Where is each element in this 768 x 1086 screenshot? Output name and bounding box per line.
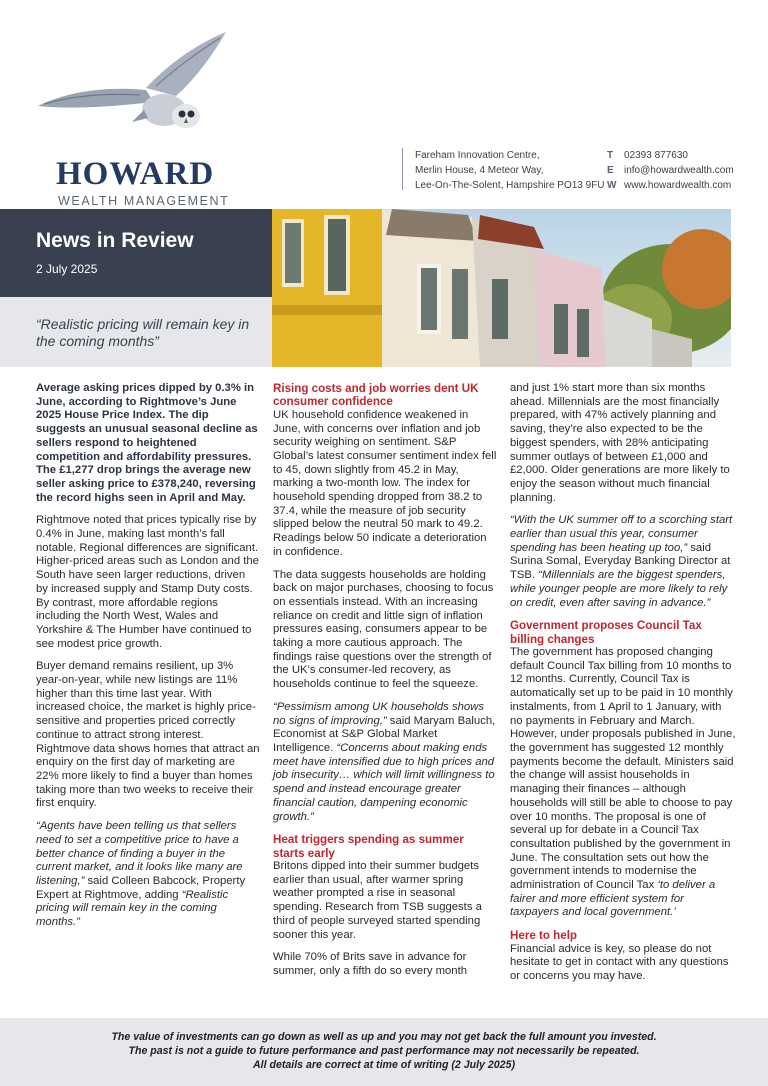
quote-text: “Pessimism among UK households shows no signs of improving,”	[273, 700, 484, 727]
article-quote	[36, 820, 260, 930]
quote-text: “Agents have been telling us that sellers need to set a competitive price to have a better chance of finding a buyer in the current market, and it looks like many are listening,”	[36, 820, 243, 887]
contact-phone	[607, 148, 734, 163]
brand-logo	[36, 26, 236, 208]
phone-label: T	[607, 150, 614, 161]
article-column-1	[36, 382, 260, 939]
article-intro: Average asking prices dipped by 0.3% in June, according to Rightmove’s June 2025 House Price Index. The dip suggests an unusual seasonal decline as sellers respond to heightened competition and affordability pressures. The £1,277 drop brings the average new seller asking price to £378,240, reversing the record highs seen in April and May.	[36, 382, 258, 504]
quote-text: “Realistic pricing will remain key in the coming months.”	[36, 888, 229, 929]
quote-attribution: said Colleen Babcock, Property Expert at Rightmove, adding	[36, 874, 246, 901]
banner-title-panel	[0, 209, 272, 297]
houses-photo	[272, 209, 731, 367]
section-heading: Rising costs and job worries dent UK consumer confidence	[273, 382, 479, 409]
phone-value[interactable]: 02393 877630	[624, 150, 688, 161]
paragraph-quote: ‘to deliver a fairer and more efficient system for taxpayers and local government.’	[510, 879, 716, 919]
disclaimer-line: All details are correct at time of writing (2 July 2025)	[253, 1059, 515, 1071]
owl-logo-icon	[36, 26, 231, 138]
contact-address	[402, 148, 605, 190]
quote-text: “Millennials are the biggest spenders, while younger people are more likely to rely on credit, even after saving in advance.”	[510, 569, 728, 609]
web-label: W	[607, 180, 617, 191]
email-value[interactable]: info@howardwealth.com	[624, 165, 734, 176]
disclaimer-line: The value of investments can go down as well as up and you may not get back the full amount you invested.	[111, 1031, 657, 1043]
section-heading: Government proposes Council Tax billing changes	[510, 619, 702, 646]
quote-text: “Concerns about making ends meet have intensified due to high prices and job insecurity… which will limit willingness to spend and instead encourage greater financial caution, dampening economic growth.”	[273, 741, 495, 823]
address-line: Merlin House, 4 Meteor Way,	[415, 165, 544, 176]
article-quote	[510, 514, 736, 610]
quote-text: “With the UK summer off to a scorching start earlier than usual this year, consumer spending has been heating up too,”	[510, 514, 733, 554]
article-paragraph: While 70% of Brits save in advance for summer, only a fifth do so every month	[273, 951, 468, 977]
banner-quote: “Realistic pricing will remain key in the coming months”	[36, 316, 250, 349]
article-paragraph: Buyer demand remains resilient, up 3% year-on-year, while new listings are 11% higher than this time last year. With increased choice, the market is highly price-sensitive and properties priced correctly continue to attract strong interest. Rightmove data shows homes that attract an enquiry on the first day of marketing are 22% more likely to find a buyer than homes taking more than two weeks to receive their first enquiry.	[36, 660, 260, 810]
article-paragraph: The data suggests households are holding back on major purchases, choosing to focus on essentials instead. With an increasing reliance on credit and little sign of inflation pressures easing, consumers appear to be taking a more cautious approach. The findings raise questions over the strength of the UK’s consumer-led recovery, as households continue to feel the squeeze.	[273, 568, 494, 691]
quote-attribution: said Maryam Baluch, Economist at S&P Global Market Intelligence.	[273, 714, 496, 754]
article-paragraph: Britons dipped into their summer budgets earlier than usual, after warmer spring weather prompted a rise in seasonal spending. Research from TSB suggests a third of people surveyed started spending sooner this year.	[273, 860, 482, 941]
article-paragraph	[510, 646, 736, 920]
section-heading: Here to help	[510, 929, 577, 943]
page-title: News in Review	[36, 229, 194, 252]
contact-email	[607, 163, 734, 178]
section-heading: Heat triggers spending as summer starts early	[273, 833, 464, 860]
issue-date: 2 July 2025	[36, 262, 98, 276]
article-quote	[273, 701, 497, 824]
article-column-3	[510, 382, 736, 993]
article-paragraph: and just 1% start more than six months ahead. Millennials are the most financially prepared, with 47% actively planning and saving, they’re also expected to be the biggest spenders, with 28% anticipating summer outlays of between £1,000 and £2,000. Older generations are more likely to enjoy the season without much financial planning.	[510, 382, 730, 504]
web-value[interactable]: www.howardwealth.com	[624, 180, 732, 191]
contact-details	[607, 148, 734, 193]
article-column-2	[273, 382, 497, 988]
email-label: E	[607, 165, 614, 176]
contact-web	[607, 178, 734, 193]
address-line: Fareham Innovation Centre,	[415, 150, 540, 161]
houses-photo-image	[272, 209, 731, 367]
article-paragraph: UK household confidence weakened in June, with concerns over inflation and job security weighing on sentiment. S&P Global’s latest consumer sentiment index fell to 45, down slightly from 45.2 in May, marking a two-month low. The index for household spending dropped from 38.2 to 37.4, while the measure of job security slipped below the neutral 50 mark to 49.2. Readings below 50 indicate a deterioration in confidence.	[273, 408, 497, 558]
article-paragraph: Rightmove noted that prices typically rise by 0.4% in June, making last month’s fall notable. Regional differences are significant. Higher-priced areas such as London and the South have seen larger reductions, driven by increased supply and Stamp Duty costs. By contrast, more affordable regions including the North West, Wales and Yorkshire & The Humber have continued to see modest price growth.	[36, 514, 259, 650]
address-line: Lee-On-The-Solent, Hampshire PO13 9FU	[415, 180, 605, 191]
disclaimer-line: The past is not a guide to future performance and past performance may not necessarily be repeated.	[128, 1045, 640, 1057]
quote-attribution: said Surina Somal, Everyday Banking Director at TSB.	[510, 541, 731, 582]
article-paragraph: Financial advice is key, so please do not hesitate to get in contact with any questions or concerns you may have.	[510, 942, 729, 982]
disclaimer-footer	[0, 1018, 768, 1086]
paragraph-text: The government has proposed changing default Council Tax billing from 10 months to 12 months. Currently, Council Tax is automatically set up to be paid in 10 monthly instalments, from 1 April to 1 January, with no payments in February and March. However, under proposals published in June, the government has suggested 12 monthly payments become the default. Ministers said the change will assist households in managing their finances – although households will still be able to choose to pay over 10 months. The proposal is one of several up for debate in a Council Tax consultation published by the government in June. The consultation sets out how the government intends to modernise the administration of Council Tax	[510, 646, 736, 892]
brand-name: HOWARD	[56, 156, 215, 192]
brand-subtitle: WEALTH MANAGEMENT	[58, 194, 230, 208]
